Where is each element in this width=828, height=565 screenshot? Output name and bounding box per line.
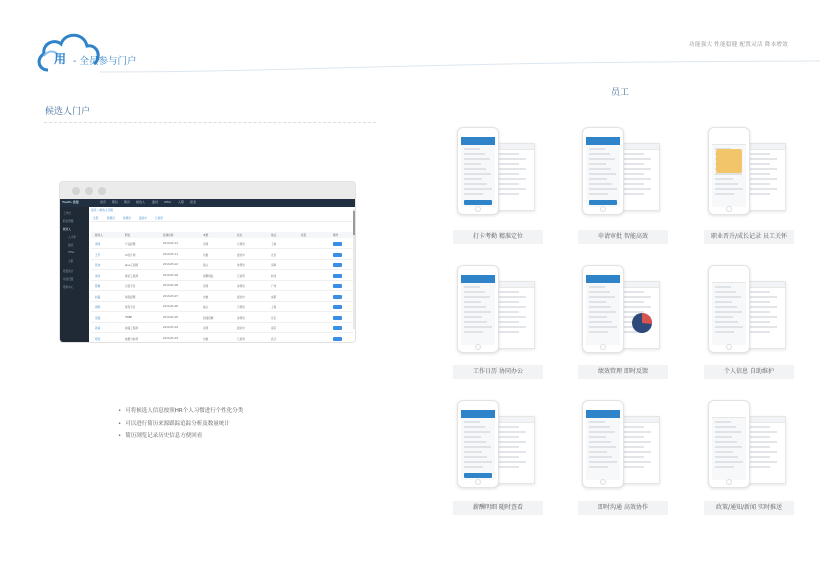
feature-caption: 申请审批 智能高效 [578, 230, 668, 244]
secondary-screen [495, 143, 535, 211]
row-action-button[interactable] [333, 316, 342, 320]
feature-card [578, 127, 668, 222]
feature-caption: 打卡考勤 精准定位 [453, 230, 543, 244]
feature-card [453, 265, 543, 360]
top-menu-item[interactable]: 入职 [178, 200, 185, 204]
row-action-button[interactable] [333, 242, 342, 246]
secondary-screen [746, 416, 786, 484]
feature-card [453, 127, 543, 222]
table-cell: 已录用 [237, 337, 245, 341]
feature-bullet: • 简历浏览记录历史信息方便回看 [118, 430, 243, 443]
table-cell: 运营专员 [125, 285, 136, 288]
phone-mockup [582, 400, 624, 488]
column-header[interactable]: 操作 [333, 234, 339, 237]
feature-caption: 个人信息 自助维护 [704, 365, 794, 379]
table-cell: HRBP [125, 315, 133, 319]
table-cell: 2019-05-06 [163, 305, 179, 308]
feature-card [578, 265, 668, 360]
table-cell[interactable]: 吴强 [95, 316, 101, 320]
table-row[interactable] [91, 250, 353, 260]
table-cell: 已筛选 [237, 306, 245, 309]
sidebar-item[interactable]: 工作台 [63, 212, 71, 215]
table-cell: 数据分析师 [125, 337, 138, 341]
phone-mockup [708, 400, 750, 488]
sidebar-item[interactable]: Offer [68, 251, 75, 254]
table-cell: 上海 [271, 306, 277, 309]
table-cell: 北京 [271, 253, 277, 257]
table-cell: UI设计师 [125, 253, 136, 257]
column-header[interactable]: 状态 [237, 234, 243, 237]
table-cell: 财务专员 [125, 306, 136, 309]
row-action-button[interactable] [333, 253, 342, 257]
table-cell: 产品经理 [125, 243, 136, 246]
phone-mockup [582, 127, 624, 215]
table-cell: 面试中 [237, 253, 245, 257]
table-cell: Java工程师 [125, 264, 139, 267]
phone-mockup [708, 127, 750, 215]
table-cell: 面试中 [237, 295, 245, 299]
table-cell[interactable]: 刘洋 [95, 274, 101, 278]
feature-caption: 即时沟通 高效协作 [578, 501, 668, 515]
top-menu-item[interactable]: 面试 [152, 200, 159, 204]
app-sidebar [60, 199, 89, 343]
table-cell: 2019-05-03 [163, 336, 179, 340]
table-row[interactable] [91, 281, 353, 291]
table-cell: 测试工程师 [125, 274, 138, 278]
top-menu-item[interactable]: 首页 [100, 200, 107, 204]
table-cell[interactable]: 张伟 [95, 264, 101, 267]
table-cell: 内推 [203, 337, 209, 341]
secondary-screen [495, 416, 535, 484]
phone-mockup [708, 265, 750, 353]
feature-caption: 政策/通知/新闻 实时推送 [704, 501, 794, 515]
section-title-candidate-portal: 候选人门户 [45, 107, 91, 117]
table-cell: 招聘网站 [203, 274, 214, 278]
top-menu-item[interactable]: 候选人 [136, 200, 146, 204]
table-cell: 武汉 [271, 337, 277, 341]
window-dot-icon [85, 187, 93, 195]
phone-mockup [457, 400, 499, 488]
table-cell: 官网 [203, 285, 209, 288]
table-cell: 北京 [271, 316, 277, 320]
table-cell[interactable]: 王芳 [95, 253, 101, 257]
table-cell: 上海 [271, 243, 277, 246]
column-header[interactable]: 职位 [125, 234, 131, 237]
row-action-button[interactable] [333, 263, 342, 267]
window-dot-icon [98, 187, 106, 195]
row-action-button[interactable] [333, 274, 342, 278]
table-cell: 内推 [203, 295, 209, 299]
table-cell: 杭州 [271, 274, 277, 278]
feature-bullet: • 可以进行简历来源跟踪追踪分析及数量统计 [118, 418, 243, 431]
table-row[interactable] [91, 302, 353, 312]
feature-card [453, 400, 543, 495]
brand-char: 用 [54, 52, 67, 66]
table-row[interactable] [91, 260, 353, 270]
browser-window [59, 181, 356, 343]
header-divider [100, 60, 820, 74]
table-cell: 广州 [271, 285, 277, 288]
secondary-screen [746, 281, 786, 349]
table-row[interactable] [91, 239, 353, 249]
table-row[interactable] [91, 313, 353, 323]
secondary-screen [620, 281, 660, 349]
table-cell: 内推 [203, 253, 209, 257]
column-header[interactable]: 来源 [203, 234, 209, 237]
row-action-button[interactable] [333, 305, 342, 309]
scrollbar-thumb[interactable] [353, 211, 356, 235]
table-cell: 待筛选 [237, 264, 245, 267]
row-action-button[interactable] [333, 284, 342, 288]
feature-caption: 薪酬明细 随时查看 [453, 501, 543, 515]
sidebar-item[interactable]: 人才库 [68, 236, 76, 239]
filter-tag[interactable]: 面试中 [139, 217, 147, 220]
section-divider [44, 122, 376, 123]
sidebar-item[interactable]: 系统设置 [63, 278, 74, 281]
table-row[interactable] [91, 334, 353, 344]
browser-titlebar [60, 182, 355, 199]
sidebar-item[interactable]: 帮助中心 [63, 286, 74, 289]
secondary-screen [620, 416, 660, 484]
table-cell: 销售经理 [125, 295, 136, 299]
table-cell: 已录用 [237, 274, 245, 278]
table-cell: 2019-05-08 [163, 284, 179, 287]
row-action-button[interactable] [333, 295, 342, 299]
sidebar-item[interactable]: 入职 [68, 260, 74, 263]
column-header[interactable]: 投递时间 [163, 234, 174, 237]
sidebar-item[interactable]: 职位管理 [63, 220, 74, 223]
tagline: 功能强大 性能稳健 配置灵活 降本增效 [689, 42, 788, 48]
table-cell: 2019-05-10 [163, 263, 179, 266]
feature-bullet: • 可将候选人信息按照HR个人习惯进行个性化分类 [118, 405, 243, 418]
table-cell: 校园招聘 [203, 316, 214, 320]
table-cell[interactable]: 周婷 [95, 306, 101, 309]
filter-tag[interactable]: 已录用 [155, 217, 163, 220]
table-cell[interactable]: 孙丽 [95, 327, 101, 330]
app-topbar [60, 199, 356, 207]
row-action-button[interactable] [333, 326, 342, 330]
table-cell: 2019-05-04 [163, 326, 179, 329]
top-menu-item[interactable]: Offer [164, 200, 172, 204]
table-cell[interactable]: 陈静 [95, 285, 101, 288]
filter-tag[interactable]: 新简历 [107, 217, 115, 220]
table-cell: 已筛选 [237, 243, 245, 246]
table-cell: 猎头 [203, 306, 209, 309]
feature-caption: 绩效管理 即时反馈 [578, 365, 668, 379]
table-cell: 2019-05-05 [163, 315, 179, 319]
table-cell: 待筛选 [237, 316, 245, 320]
phone-mockup [457, 265, 499, 353]
phone-mockup [582, 265, 624, 353]
table-cell: 官网 [203, 327, 209, 330]
table-cell: 官网 [203, 243, 209, 246]
feature-card [578, 400, 668, 495]
table-cell: 2019-05-07 [163, 294, 179, 298]
table-cell: 南京 [271, 327, 277, 330]
top-menu-item[interactable]: 职位 [112, 200, 119, 204]
row-action-button[interactable] [333, 337, 342, 341]
sidebar-item[interactable]: 报表统计 [63, 270, 74, 273]
feature-card [704, 127, 794, 222]
phone-mockup [457, 127, 499, 215]
app-screenshot [60, 199, 356, 343]
table-cell: 2019-05-12 [163, 242, 179, 245]
section-title-employee: 员工 [611, 88, 630, 98]
table-cell: 面试中 [237, 327, 245, 330]
breadcrumb: 首页 / 候选人列表 [91, 208, 114, 212]
table-cell[interactable]: 李明 [95, 243, 101, 246]
table-cell: 成都 [271, 295, 277, 299]
table-row[interactable] [91, 271, 353, 281]
table-cell: 2019-05-09 [163, 273, 179, 277]
table-cell[interactable]: 赵磊 [95, 295, 101, 299]
table-cell: 深圳 [271, 264, 277, 267]
table-header [91, 232, 353, 238]
filter-tag[interactable]: 全部 [93, 217, 99, 220]
column-header[interactable]: 标签 [301, 234, 307, 237]
feature-caption: 工作日历 协同办公 [453, 365, 543, 379]
feature-card [704, 400, 794, 495]
column-header[interactable]: 候选人 [95, 234, 103, 237]
feature-caption: 职业晋升/成长记录 员工关怀 [704, 230, 794, 244]
brand-title: - 全员参与门户 [73, 56, 137, 67]
table-cell: 猎头 [203, 264, 209, 267]
sidebar-item[interactable]: 候选人 [63, 228, 71, 231]
table-row[interactable] [91, 323, 353, 333]
table-cell: 前端工程师 [125, 327, 138, 330]
column-header[interactable]: 地点 [271, 234, 277, 237]
sidebar-item[interactable]: 面试 [68, 244, 74, 247]
table-cell[interactable]: 郑浩 [95, 337, 101, 341]
table-row[interactable] [91, 292, 353, 302]
secondary-screen [495, 281, 535, 349]
feature-card [704, 265, 794, 360]
top-menu-item[interactable]: 简历 [124, 200, 131, 204]
window-dot-icon [72, 187, 80, 195]
secondary-screen [746, 143, 786, 211]
table-cell: 2019-05-11 [163, 252, 179, 256]
feature-list [118, 405, 243, 443]
secondary-screen [620, 143, 660, 211]
top-menu-item[interactable]: 报表 [190, 200, 197, 204]
filter-bar [91, 214, 353, 222]
filter-tag[interactable]: 待筛选 [123, 217, 131, 220]
table-cell: 待筛选 [237, 285, 245, 288]
cloud-logo-icon [34, 26, 104, 78]
app-logo: Youfu 优服 [62, 200, 79, 204]
